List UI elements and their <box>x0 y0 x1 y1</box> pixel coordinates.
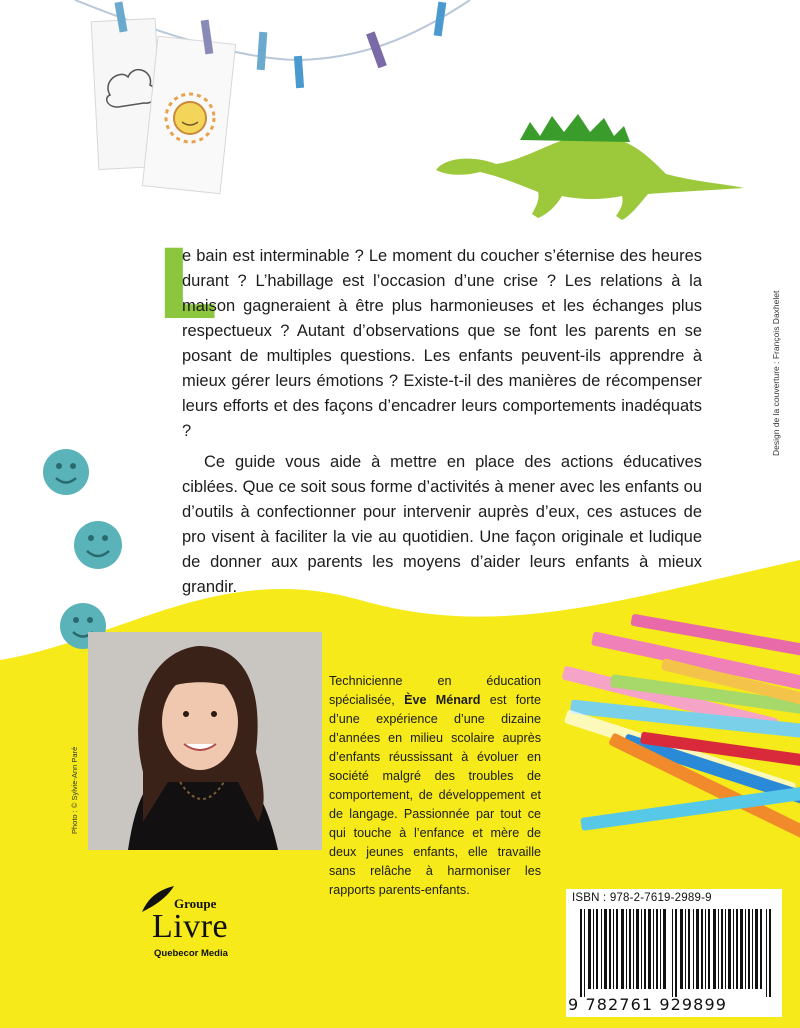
bio-intro: Technicienne en éducation spécialisée, <box>329 674 541 707</box>
barcode-panel <box>566 889 782 1017</box>
cover-design-credit: Design de la couverture : François Daxhelet <box>771 290 781 456</box>
smiley-pin-1 <box>43 449 89 495</box>
logo-livre: Livre <box>152 908 229 945</box>
intro-paragraph-2: Ce guide vous aide à mettre en place des actions éducatives ciblées. Que ce soit sous forme d’activités à mener avec les enfants ou d’outils à confectionner pour intervenir auprès d’eux, ces astuces de pro visent à faciliter la vie au quotidien. Une façon originale et ludique de donner aux parents les moyens d’aider leurs enfants à mieux grandir. <box>182 453 702 596</box>
barcode <box>580 909 776 997</box>
photo-credit: Photo : © Sylvie-Ann Paré <box>70 746 79 834</box>
logo-quebecor-media: Quebecor Media <box>154 948 228 959</box>
isbn-label: ISBN : 978-2-7619-2989-9 <box>572 892 712 904</box>
smiley-pin-2 <box>74 521 122 569</box>
publisher-logo <box>138 884 248 964</box>
dropcap-letter: L <box>156 229 218 341</box>
paper-sun-drawing <box>142 36 235 193</box>
author-name: Ève Ménard <box>404 693 481 707</box>
dinosaur-toy <box>436 114 744 220</box>
intro-paragraph-1: e bain est interminable ? Le moment du coucher s’éternise des heures durant ? L’habillage est l’occasion d’une crise ? Les relations à la maison gagneraient à être plus harmonieuses et les échanges plus respectueux ? Autant d’observations que se font les parents en se posant de multiples questions. Les enfants peuvent-ils apprendre à mieux gérer leurs émotions ? Existe-t-il des manières de récompenser leurs efforts et des façons d’encadrer leurs comportements inadéquats ? <box>182 247 702 440</box>
author-photo <box>88 632 322 850</box>
bio-rest: est forte d’une expérience d’une dizaine d’années en milieu scolaire auprès d’enfants réussissant à évoluer en société malgré des troubles de comportement, de développement et de langage. Passionnée par tout ce qui touche à l’enfance et mère de deux jeunes enfants, elle travaille sans relâche à harmoniser les rapports parents-enfants. <box>329 693 542 897</box>
intro-text <box>182 244 702 600</box>
logo-groupe: Groupe <box>174 896 217 911</box>
author-bio <box>329 672 541 900</box>
barcode-digits: 9 782761 929899 <box>568 995 728 1014</box>
